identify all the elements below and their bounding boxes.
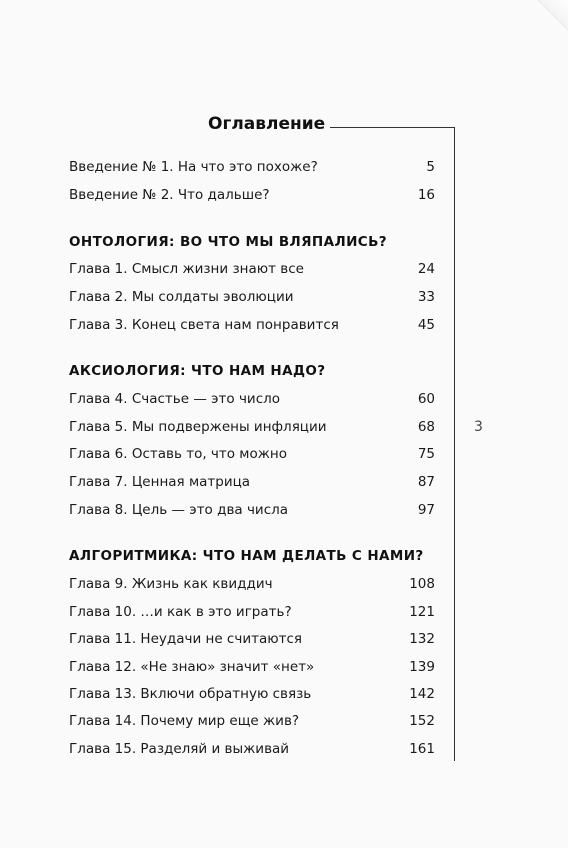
toc-entry[interactable] <box>69 289 435 309</box>
toc-entry-page: 139 <box>409 659 435 675</box>
section-title-ontology: ОНТОЛОГИЯ: ВО ЧТО МЫ ВЛЯПАЛИСЬ? <box>69 234 388 250</box>
toc-entry-page: 97 <box>417 502 435 518</box>
toc-entry-title: Глава 5. Мы подвержены инфляции <box>69 419 327 435</box>
toc-entry[interactable] <box>69 261 435 281</box>
toc-entry-title: Глава 9. Жизнь как квиддич <box>69 576 273 592</box>
section-title-algorithmics: АЛГОРИТМИКА: ЧТО НАМ ДЕЛАТЬ С НАМИ? <box>69 548 424 564</box>
toc-entry-title: Глава 8. Цель — это два числа <box>69 502 289 518</box>
toc-entry-title: Глава 10. …и как в это играть? <box>69 604 292 620</box>
toc-entry-title: Введение № 2. Что дальше? <box>69 187 270 203</box>
toc-entry-title: Глава 12. «Не знаю» значит «нет» <box>69 659 315 675</box>
toc-entry[interactable] <box>69 502 435 522</box>
toc-entry[interactable] <box>69 446 435 466</box>
toc-entry-page: 161 <box>409 741 435 757</box>
page-corner-curl <box>538 0 568 30</box>
section-title-axiology: АКСИОЛОГИЯ: ЧТО НАМ НАДО? <box>69 363 326 379</box>
toc-entry-title: Глава 3. Конец света нам понравится <box>69 317 339 333</box>
toc-entry-title: Глава 7. Ценная матрица <box>69 474 251 490</box>
toc-entry-title: Введение № 1. На что это похоже? <box>69 159 318 175</box>
toc-entry[interactable] <box>69 576 435 596</box>
toc-entry[interactable] <box>69 659 435 679</box>
margin-rule <box>454 127 455 761</box>
toc-entry-title: Глава 15. Разделяй и выживай <box>69 741 290 757</box>
toc-entry-page: 152 <box>409 713 435 729</box>
toc-entry-page: 87 <box>417 474 435 490</box>
toc-entry-page: 121 <box>409 604 435 620</box>
toc-entry-page: 68 <box>417 419 435 435</box>
toc-entry[interactable] <box>69 474 435 494</box>
toc-heading: Оглавление <box>208 114 326 134</box>
toc-entry-title: Глава 14. Почему мир еще жив? <box>69 713 300 729</box>
toc-entry[interactable] <box>69 187 435 207</box>
toc-entry-title: Глава 11. Неудачи не считаются <box>69 631 303 647</box>
toc-entry[interactable] <box>69 159 435 179</box>
toc-entry[interactable] <box>69 317 435 337</box>
toc-entry-page: 45 <box>417 317 435 333</box>
toc-entry[interactable] <box>69 391 435 411</box>
toc-entry-page: 16 <box>417 187 435 203</box>
toc-entry-title: Глава 6. Оставь то, что можно <box>69 446 288 462</box>
toc-entry-title: Глава 4. Счастье — это число <box>69 391 281 407</box>
toc-entry[interactable] <box>69 631 435 651</box>
toc-entry[interactable] <box>69 419 435 439</box>
toc-entry-page: 24 <box>417 261 435 277</box>
toc-entry[interactable] <box>69 741 435 761</box>
toc-entry-page: 132 <box>409 631 435 647</box>
toc-entry-title: Глава 1. Смысл жизни знают все <box>69 261 304 277</box>
toc-entry-page: 60 <box>417 391 435 407</box>
toc-entry-title: Глава 2. Мы солдаты эволюции <box>69 289 294 305</box>
toc-entry-page: 5 <box>426 159 435 175</box>
toc-entry-title: Глава 13. Включи обратную связь <box>69 686 312 702</box>
toc-entry-page: 33 <box>417 289 435 305</box>
heading-rule <box>330 127 455 128</box>
toc-entry[interactable] <box>69 604 435 624</box>
toc-entry[interactable] <box>69 686 435 706</box>
toc-entry-page: 108 <box>409 576 435 592</box>
toc-entry-page: 75 <box>417 446 435 462</box>
toc-entry[interactable] <box>69 713 435 733</box>
page-number: 3 <box>474 419 483 435</box>
toc-entry-page: 142 <box>409 686 435 702</box>
